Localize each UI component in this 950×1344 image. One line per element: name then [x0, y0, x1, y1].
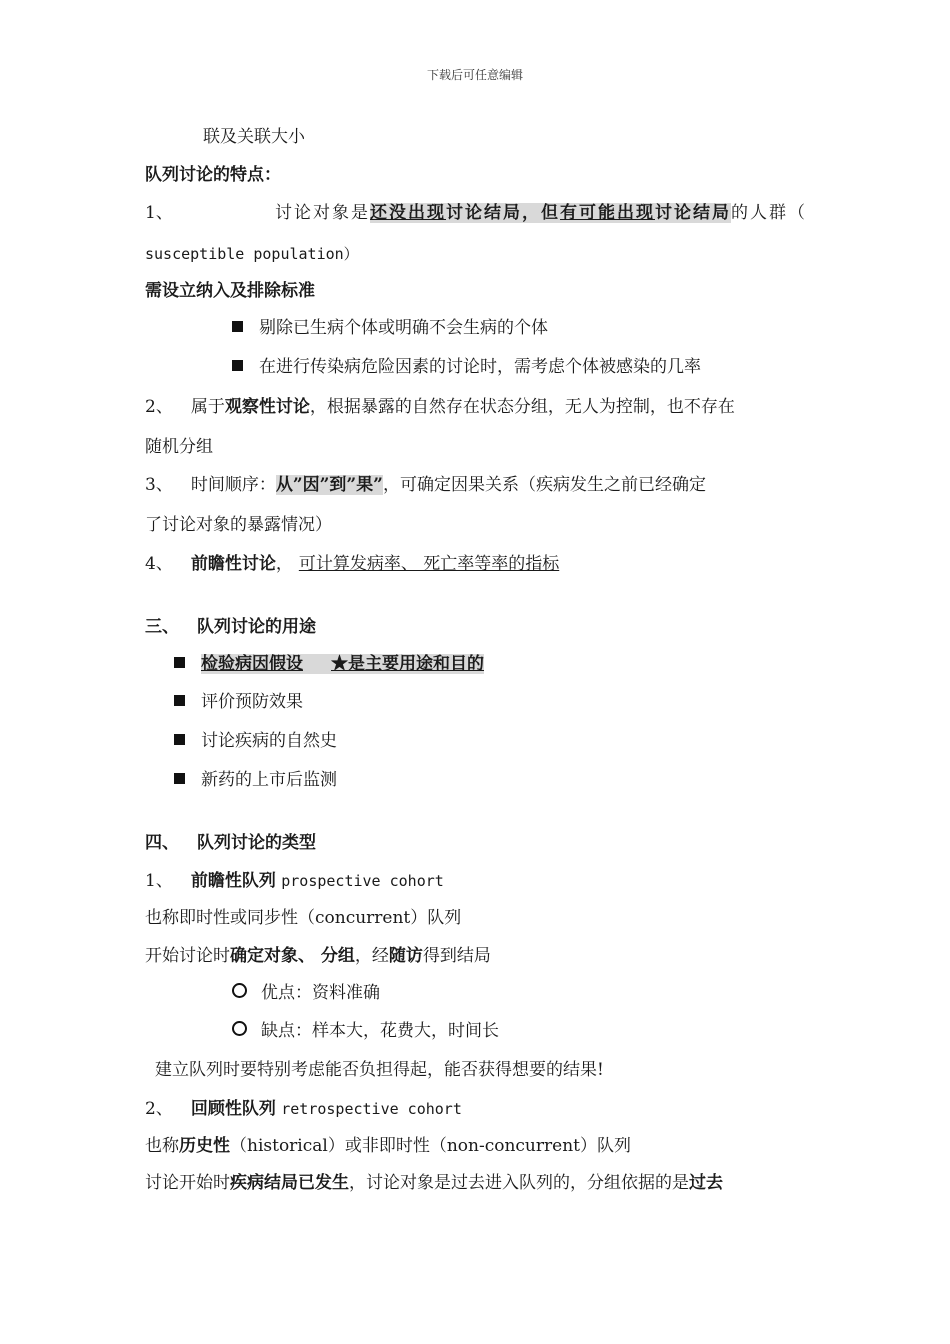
item-number: 2、 — [145, 1099, 173, 1119]
text-line: 随机分组 — [145, 437, 213, 457]
section-number: 三、 — [145, 617, 179, 637]
emphasis-text: 前瞻性讨论 — [190, 554, 276, 574]
bullet-item — [174, 769, 337, 791]
square-bullet-icon — [174, 734, 185, 745]
emphasis-text: 历史性 — [179, 1136, 230, 1156]
text-span: 开始讨论时 — [145, 946, 230, 966]
emphasis-text: 前瞻性队列 — [190, 871, 276, 891]
emphasis-text: ★是主要用途和目的 — [303, 654, 484, 674]
text-line: 了讨论对象的暴露情况） — [145, 515, 332, 535]
text-span: ，讨论对象是过去进入队列的，分组依据的是 — [349, 1173, 689, 1193]
text-span: ，根据暴露的自然存在状态分组，无人为控制，也不存在 — [309, 397, 735, 417]
bullet-text: 优点：资料准确 — [261, 983, 380, 1003]
underlined-text: 可计算发病率、 死亡率等率的指标 — [298, 554, 560, 574]
item-number: 2、 — [145, 397, 173, 417]
english-term: retrospective cohort — [281, 1100, 462, 1118]
text-span: 讨论开始时 — [145, 1173, 230, 1193]
item-text — [275, 202, 807, 224]
bullet-text: 在进行传染病危险因素的讨论时，需考虑个体被感染的几率 — [259, 357, 701, 377]
list-item-2 — [145, 396, 735, 418]
item-number: 1、 — [145, 871, 173, 891]
emphasis-text: 从”因”到”果” — [275, 475, 383, 495]
circle-bullet-icon — [232, 983, 247, 998]
text-line — [145, 945, 491, 967]
bullet-item — [174, 730, 337, 752]
text-line: susceptible population） — [145, 245, 359, 263]
emphasis-text: 检验病因假设 — [201, 654, 303, 674]
bullet-item — [232, 356, 701, 378]
square-bullet-icon — [174, 695, 185, 706]
english-term: prospective cohort — [281, 872, 444, 890]
list-item-4 — [145, 553, 559, 575]
text-line — [145, 1172, 723, 1194]
list-item-3 — [145, 474, 706, 496]
emphasis-text: 观察性讨论 — [224, 397, 310, 417]
text-span: 时间顺序： — [190, 475, 276, 495]
section-title-3 — [145, 616, 316, 638]
square-bullet-icon — [232, 321, 243, 332]
text-span: 得到结局 — [422, 946, 491, 966]
subsection-prospective — [145, 870, 444, 892]
emphasis-text: 回顾性队列 — [190, 1099, 276, 1119]
text-span: （historical）或非即时性（non-concurrent）队列 — [230, 1136, 631, 1156]
square-bullet-icon — [174, 657, 185, 668]
text-span: 的人群（ — [731, 203, 807, 223]
text-span: ，可确定因果关系（疾病发生之前已经确定 — [382, 475, 706, 495]
emphasis-text: 确定对象、 分组 — [230, 946, 355, 966]
section-title: 队列讨论的用途 — [197, 617, 316, 637]
page-header: 下载后可任意编辑 — [426, 68, 523, 82]
bullet-text: 缺点：样本大，花费大，时间长 — [261, 1021, 499, 1041]
text-line: 也称即时性或同步性（concurrent）队列 — [145, 908, 462, 928]
item-number: 1、 — [145, 203, 173, 223]
subheading: 需设立纳入及排除标准 — [145, 281, 315, 301]
emphasis-text: 随访 — [388, 946, 423, 966]
emphasis-text: 过去 — [689, 1173, 723, 1193]
section-number: 四、 — [145, 833, 179, 853]
bullet-item — [232, 317, 548, 339]
item-number: 4、 — [145, 554, 173, 574]
list-item-1 — [145, 202, 807, 224]
square-bullet-icon — [232, 360, 243, 371]
bullet-text: 新药的上市后监测 — [201, 770, 337, 790]
circle-bullet-icon — [232, 1021, 247, 1036]
subsection-retrospective — [145, 1098, 462, 1120]
text-span: 讨论对象是 — [275, 203, 370, 223]
emphasis-text: 有可能出现 — [560, 203, 655, 223]
bullet-text: 评价预防效果 — [201, 692, 303, 712]
emphasis-text: 但 — [541, 203, 560, 223]
bullet-text: 讨论疾病的自然史 — [201, 731, 337, 751]
emphasis-text: 讨论结局， — [446, 203, 541, 223]
text-line — [145, 1135, 631, 1157]
emphasis-text: 还没出现 — [370, 203, 446, 223]
bullet-item — [232, 1020, 499, 1042]
square-bullet-icon — [174, 773, 185, 784]
bullet-item — [232, 982, 380, 1004]
text-line: 建立队列时要特别考虑能否负担得起，能否获得想要的结果! — [155, 1060, 604, 1080]
text-span: ，经 — [354, 946, 389, 966]
bullet-item — [174, 691, 303, 713]
section-title-4 — [145, 832, 316, 854]
section-title: 队列讨论的类型 — [197, 833, 316, 853]
text-span: 属于 — [190, 397, 225, 417]
item-number: 3、 — [145, 475, 173, 495]
text-span: ， — [275, 554, 293, 574]
text-line: 联及关联大小 — [203, 127, 305, 147]
text-span: 也称 — [145, 1136, 179, 1156]
emphasis-text: 讨论结局 — [655, 203, 731, 223]
emphasis-text: 疾病结局已发生 — [230, 1173, 349, 1193]
section-heading: 队列讨论的特点： — [145, 165, 281, 185]
bullet-text: 剔除已生病个体或明确不会生病的个体 — [259, 318, 548, 338]
bullet-item — [174, 653, 484, 675]
